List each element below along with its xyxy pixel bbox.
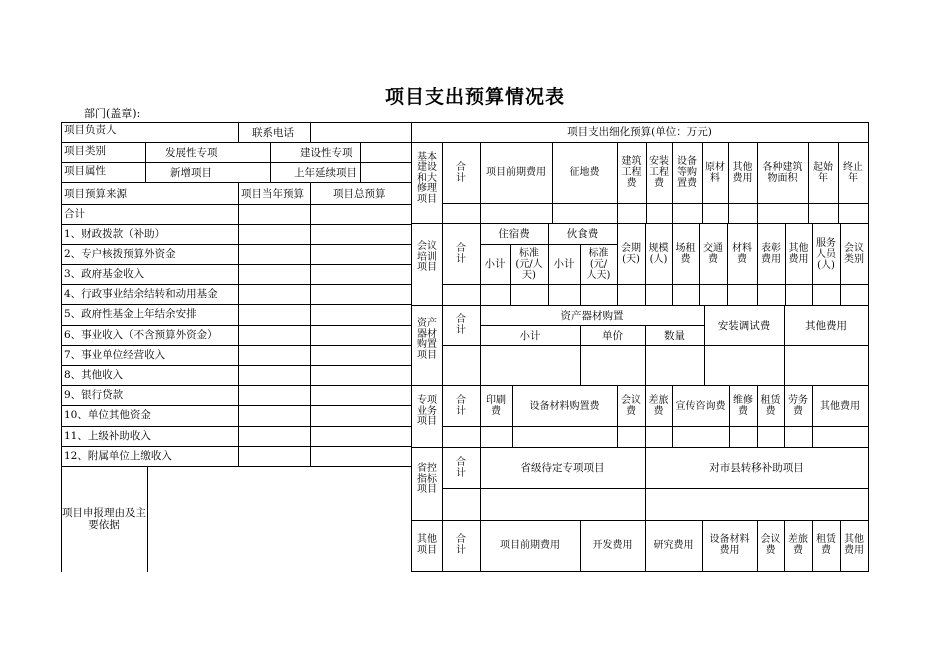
sec2-col: 材料费 [732,243,752,265]
sec2-col: 服务人员(人) [816,237,836,271]
sec4-total: 合计 [456,395,466,417]
section-label-sec1: 基本建设和大修理项目 [417,151,437,205]
left-row-line [61,426,412,427]
section-label-sec3: 资产器材购置项目 [417,318,437,361]
sec4-col: 劳务费 [788,395,808,417]
sec1-col: 设备等购置费 [677,156,697,189]
sec3-total: 合计 [456,314,466,336]
contact-phone-label: 联系电话 [252,127,294,139]
funding-row-label: 4、行政事业结余结转和动用基金 [64,288,218,300]
page-title: 项目支出预算情况表 [384,86,565,108]
sec4-col: 设备材料购置费 [529,400,600,412]
sec2-standard-1: 标准(元/人天) [515,247,543,281]
sec4-col: 租赁费 [760,395,781,417]
sec6-col: 开发费用 [592,539,633,551]
sec4-col: 宣传咨询费 [675,400,726,412]
rule-v [270,142,271,183]
rule-v [360,142,361,183]
sec2-col: 表彰费用 [761,243,781,265]
category-label: 项目类别 [64,145,106,157]
funding-row-label: 3、政府基金收入 [64,268,145,280]
funding-source-label: 项目预算来源 [64,188,127,200]
sec6-col: 研究费用 [653,539,694,551]
funding-row-label: 5、政府性基金上年结余安排 [64,308,197,320]
current-year-budget-label: 项目当年预算 [241,188,304,200]
left-row-line [61,224,412,225]
left-row-line [61,405,412,406]
category-build: 建设性专项 [300,147,353,159]
sec4-col: 其他费用 [820,400,860,412]
sec1-total: 合计 [456,161,466,184]
department-label: 部门(盖章): [84,107,141,120]
sec5-total: 合计 [456,457,466,479]
sec2-col: 规模(人) [648,243,669,265]
sec2-lodging: 住宿费 [498,228,530,240]
right-header: 项目支出细化预算(单位：万元) [567,126,712,138]
sec6-col: 租赁费 [816,534,836,556]
sec1-col: 建筑工程费 [621,156,642,189]
sec3-quantity: 数量 [664,329,685,342]
attribute-label: 项目属性 [64,165,106,177]
category-dev: 发展性专项 [165,147,218,159]
right-border [868,122,869,572]
total-budget-label: 项目总预算 [333,188,386,200]
section-label-sec5: 省控指标项目 [417,463,437,496]
reason-label: 项目申报理由及主要依据 [62,506,146,531]
sec2-total: 合计 [456,243,466,265]
sec2-col: 交通费 [703,243,723,265]
section-label-sec2: 会议培训项目 [417,241,437,274]
sec4-col: 会议费 [621,395,641,417]
left-row-line [61,385,412,386]
sec3-install: 安装调试费 [717,319,771,332]
sec4-col: 维修费 [733,395,753,417]
sec1-col: 征地费 [569,167,600,178]
sec4-value-row [442,426,869,427]
sec2-col: 会期(天) [621,243,641,265]
sec2-subheader [480,244,618,245]
rule-v [310,122,311,143]
sec2-meals: 伙食费 [566,228,599,240]
section-label-sec4: 专项业务项目 [417,395,437,428]
sec2-col: 会议类别 [844,243,864,265]
sec4-col: 印刷费 [486,395,506,417]
sec1-col: 起始年 [813,161,833,184]
sec3-subtotal: 小计 [519,329,541,342]
sec5-county: 对市县转移补助项目 [709,462,804,474]
sec1-value-row [442,203,869,204]
rule-v [238,182,239,467]
sec2-subtotal-1: 小计 [484,258,506,270]
sec3-purchase: 资产器材购置 [560,309,624,322]
sec1-col: 其他费用 [732,161,753,184]
funding-row-label: 10、单位其他资金 [64,409,151,421]
funding-row-label: 7、事业单位经营收入 [64,349,166,361]
sec1-col: 终止年 [843,161,863,184]
funding-row-label: 12、附属单位上缴收入 [64,450,172,462]
funding-row-label: 11、上级补助收入 [64,430,151,442]
section-label-sec6: 其他项目 [417,534,437,556]
sec2-col: 其他费用 [788,243,809,265]
left-row-line [61,204,412,205]
sec3-price: 单价 [602,329,623,342]
sec1-col: 项目前期费用 [486,167,546,178]
rule-v [238,122,239,143]
left-row-line [61,284,412,285]
sec6-col: 项目前期费用 [500,539,560,551]
sec5-value-row [442,488,869,489]
sec6-total: 合计 [456,534,466,556]
rule-v [147,466,148,572]
sec1-col: 原材料 [705,161,725,184]
rule-v [145,142,146,183]
sec3-other: 其他费用 [805,319,847,332]
left-row-line [61,264,412,265]
left-row-line [61,365,412,366]
left-row-line [61,325,412,326]
sec4-col: 差旅费 [648,395,669,417]
attribute-continue: 上年延续项目 [294,167,357,179]
funding-row-label: 2、专户核拨预算外资金 [64,248,176,260]
rule-v [310,182,311,467]
sec2-col: 场租费 [675,243,696,265]
attribute-new: 新增项目 [170,167,212,179]
sec5-provincial: 省级待定专项项目 [520,462,605,474]
left-row-line [61,446,412,447]
sec1-col: 安装工程费 [649,156,669,189]
sec1-col: 各种建筑物面积 [762,161,803,184]
sec6-col: 差旅费 [788,534,808,556]
sec6-col: 其他费用 [844,534,864,556]
left-row-line [61,244,412,245]
funding-row-label: 6、事业收入（不含预算外资金） [64,329,218,341]
sec6-col: 会议费 [760,534,781,556]
sec2-standard-2: 标准(元/人天) [586,247,611,281]
funding-row-label: 8、其他收入 [64,369,124,381]
left-row-line [61,304,412,305]
funding-row-label: 合计 [64,208,85,220]
funding-row-label: 1、财政拨款（补助） [64,228,166,240]
sec2-value-row [442,284,869,285]
project-lead-label: 项目负责人 [64,124,117,136]
sec6-col: 设备材料费用 [709,534,750,556]
sec2-subtotal-2: 小计 [553,258,575,270]
sec3-value-row [442,345,869,346]
left-top-border [61,122,412,123]
funding-row-label: 9、银行贷款 [64,389,124,401]
section-label-divider [442,142,443,572]
left-row-line [61,345,412,346]
